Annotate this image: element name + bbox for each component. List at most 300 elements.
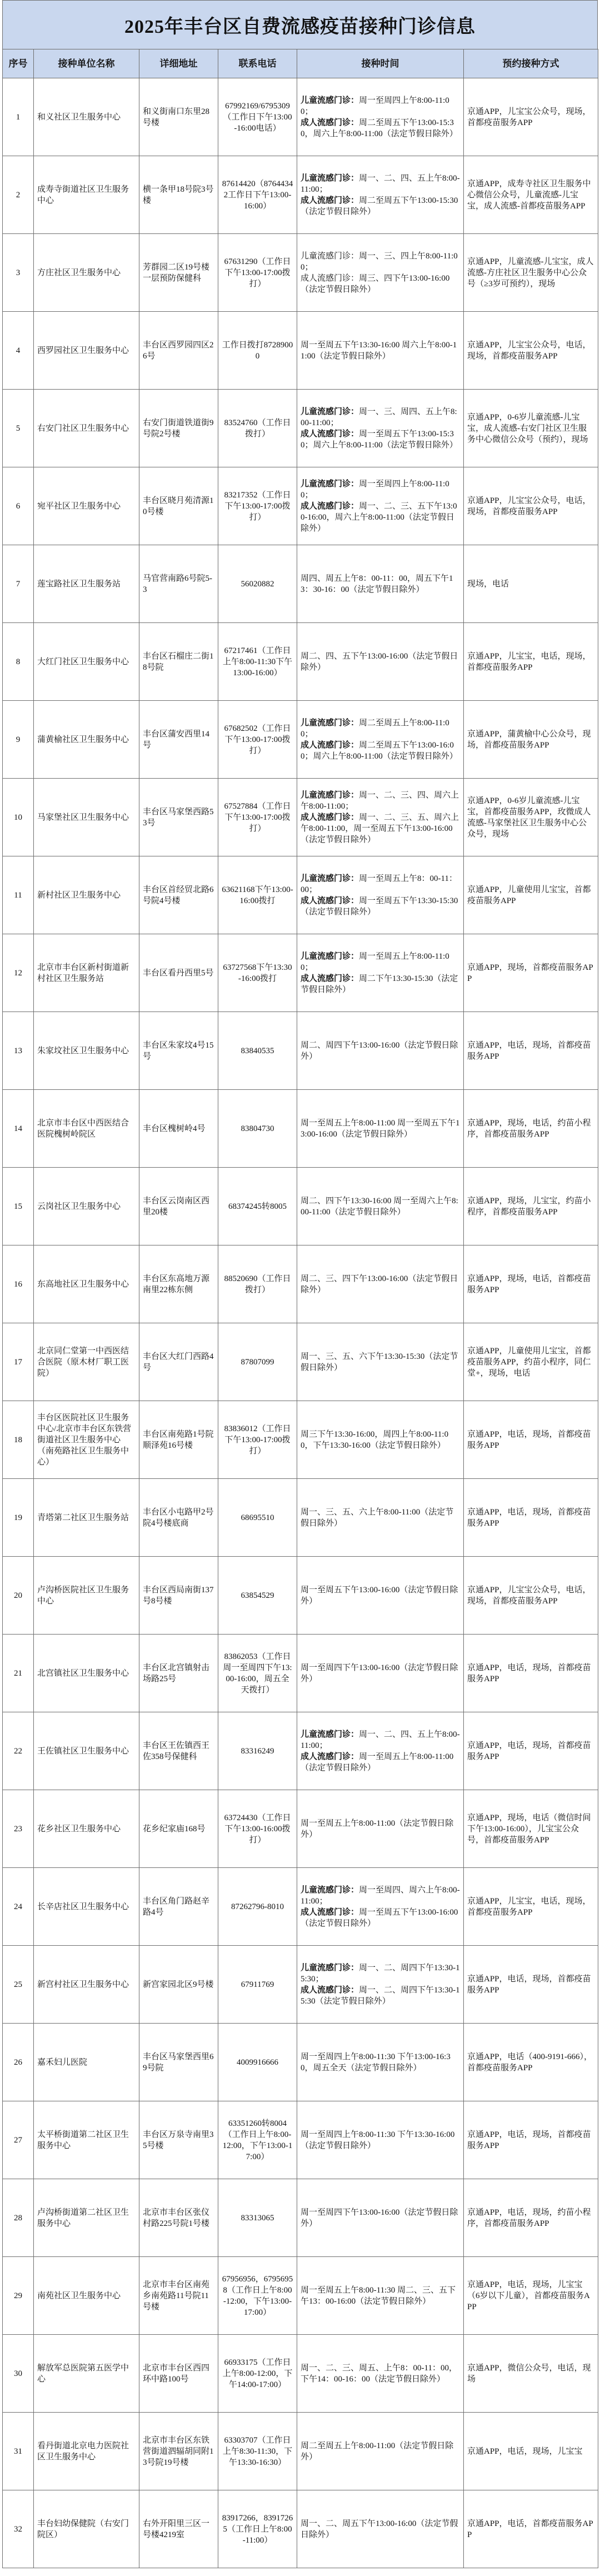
cell-time [297, 1090, 464, 1168]
table-row [3, 1479, 598, 1557]
time-line-text: 周一至周四上午8:00-11:30 下午13:00-16:30，周五全天（法定节假日除外） [301, 2052, 451, 2072]
cell-address: 丰台区西罗园四区26号 [139, 312, 218, 390]
table-row [3, 623, 598, 701]
cell-time [297, 701, 464, 779]
cell-name: 成寿寺街道社区卫生服务中心 [34, 156, 139, 234]
time-line-text: 成人流感门诊：周三、四下午13:00-16:00（法定节假日除外） [301, 273, 450, 294]
cell-method: 京通APP，现场，电话，约苗小程序，首都疫苗服务APP [464, 1090, 598, 1168]
cell-method: 京通APP，电话，现场，约苗小程序，首都疫苗服务APP [464, 2179, 598, 2257]
cell-time [297, 156, 464, 234]
cell-no: 12 [3, 934, 34, 1012]
cell-method: 京通APP，现场，电话（微信时间下午13:00-16:00），儿宝宝公众号，首都疫苗服务APP [464, 1790, 598, 1868]
cell-name: 卢沟桥街道第二社区卫生服务中心 [34, 2179, 139, 2257]
table-row [3, 701, 598, 779]
table-row [3, 1323, 598, 1401]
cell-time [297, 1868, 464, 1946]
time-line-text: 周一至周四上午8:00-11:30 下午13:30-16:00（法定节假日除外） [301, 2130, 455, 2150]
table-row [3, 467, 598, 545]
cell-method: 京通APP，电话，首都疫苗服务APP [464, 2490, 598, 2568]
cell-no: 11 [3, 856, 34, 934]
cell-time [297, 1557, 464, 1635]
cell-no: 28 [3, 2179, 34, 2257]
cell-phone: 63724430（工作日下午13:00-16:00拨打） [218, 1790, 297, 1868]
time-line-text: 周二至周五上午8:00-11:00（法定节假日除外） [301, 2441, 454, 2462]
cell-method: 京通APP，微信公众号，电话，现场 [464, 2335, 598, 2413]
cell-time [297, 1401, 464, 1479]
cell-method: 京通APP，蒲黄榆中心公众号，现场，首都疫苗服务APP [464, 701, 598, 779]
cell-method: 现场，电话 [464, 545, 598, 623]
time-line [301, 1585, 460, 1607]
cell-name: 解放军总医院第五医学中心 [34, 2335, 139, 2413]
cell-method: 京通APP，儿宝宝公众号，现场，首都疫苗服务APP [464, 78, 598, 156]
table-row [3, 1868, 598, 1946]
cell-address: 丰台区西局南街137号8号楼 [139, 1557, 218, 1635]
cell-no: 30 [3, 2335, 34, 2413]
table-row [3, 1712, 598, 1790]
cell-method: 京通APP，电话，现场，首都疫苗服务APP [464, 1479, 598, 1557]
cell-method: 京通APP，现场，首都疫苗服务APP [464, 934, 598, 1012]
cell-name: 方庄社区卫生服务中心 [34, 234, 139, 312]
time-line-label: 儿童流感门诊： [301, 951, 359, 961]
time-line-text: 周一、三、周四、五上午8:00-11:00； [301, 407, 457, 427]
cell-name: 卢沟桥医院社区卫生服务中心 [34, 1557, 139, 1635]
cell-name: 青塔第二社区卫生服务站 [34, 1479, 139, 1557]
cell-time [297, 2413, 464, 2490]
time-line [301, 1195, 460, 1218]
cell-name: 朱家坟社区卫生服务中心 [34, 1012, 139, 1090]
cell-time [297, 545, 464, 623]
cell-method: 京通APP，电话，现场，儿宝宝 [464, 2413, 598, 2490]
time-line-label: 成人流感门诊： [301, 974, 359, 983]
cell-phone: 67631290（工作日下午13:00-17:00拨打） [218, 234, 297, 312]
time-line [301, 651, 460, 673]
cell-name: 看丹街道北京电力医院社区卫生服务中心 [34, 2413, 139, 2490]
cell-phone: 83836012（工作日下午13:00-17:00拨打） [218, 1401, 297, 1479]
time-line-text: 周一、二、周五下午13:00-16:00（法定节假日除外） [301, 2519, 458, 2539]
cell-name: 右安门社区卫生服务中心 [34, 390, 139, 467]
cell-method: 京通APP，电话，现场，首都疫苗服务APP [464, 2101, 598, 2179]
time-line-text: 周一、二、三、周五、上午8：00-11：00，下午14：00-16：00（法定节假日除外） [301, 2363, 457, 2384]
cell-name: 大红门社区卫生服务中心 [34, 623, 139, 701]
cell-no: 5 [3, 390, 34, 467]
cell-no: 21 [3, 1635, 34, 1712]
time-line-text: 周一、二、四、五上午8:00-11:00； [301, 173, 460, 194]
time-line-text: 周一至周五上午8:00-11:00 周一至周五下午13:00-16:00（法定节假日除外） [301, 1118, 460, 1139]
time-line [301, 812, 460, 845]
cell-no: 2 [3, 156, 34, 234]
table-row [3, 1946, 598, 2024]
cell-no: 31 [3, 2413, 34, 2490]
time-line [301, 718, 460, 740]
cell-address: 丰台区角门路赵辛路4号 [139, 1868, 218, 1946]
time-line [301, 1507, 460, 1529]
time-line [301, 1273, 460, 1296]
time-line-text: 周一至周五下午13:30-15:30（法定节假日除外） [301, 896, 458, 916]
cell-time [297, 1479, 464, 1557]
cell-name: 花乡社区卫生服务中心 [34, 1790, 139, 1868]
time-line-text: 周二、四、五下午13:00-16:00（法定节假日除外） [301, 651, 458, 672]
time-line-text: 周四、周五上午8：00-11：00，周五下午13：30-16：00（法定节假日除外） [301, 574, 453, 594]
cell-method: 京通APP，儿童使用儿宝宝，首都疫苗服务APP [464, 856, 598, 934]
cell-address: 丰台区蒲安西里14号 [139, 701, 218, 779]
time-line-label: 成人流感门诊： [301, 1985, 359, 1995]
cell-phone: 83217352（工作日下午13:00-17:00拨打） [218, 467, 297, 545]
cell-phone: 4009916666 [218, 2024, 297, 2101]
cell-address: 丰台区北宫镇射击场路25号 [139, 1635, 218, 1712]
cell-name: 丰台区医院社区卫生服务中心/北京市丰台区东铁营街道社区卫生服务中心（南苑路社区卫生服务中心） [34, 1401, 139, 1479]
time-line-label: 儿童流感门诊： [301, 1885, 359, 1895]
cell-method: 京通APP，电话，现场，首都疫苗服务APP [464, 1712, 598, 1790]
time-line-text: 周一至周五下午13:00-16:00（法定节假日除外） [301, 1907, 458, 1928]
time-line [301, 2363, 460, 2385]
time-line [301, 1818, 460, 1840]
cell-address: 右安门街道铁道街9号院2号楼 [139, 390, 218, 467]
cell-no: 20 [3, 1557, 34, 1635]
cell-method: 京通APP，电话，现场，首都疫苗服务APP [464, 1635, 598, 1712]
cell-address: 丰台区东高地万源南里22栋东侧 [139, 1245, 218, 1323]
header-no: 序号 [3, 49, 34, 78]
cell-address: 右外开阳里三区一号楼4219室 [139, 2490, 218, 2568]
cell-name: 云岗社区卫生服务中心 [34, 1168, 139, 1245]
cell-name: 马家堡社区卫生服务中心 [34, 779, 139, 856]
cell-method: 京通APP，电话（400-9191-666），首都疫苗服务APP [464, 2024, 598, 2101]
time-line-text: 周一至周五上午8:00-11:00（法定节假日除外） [301, 1752, 454, 1772]
cell-phone: 88520690（工作日拨打） [218, 1245, 297, 1323]
cell-time [297, 1168, 464, 1245]
cell-phone: 68374245转8005 [218, 1168, 297, 1245]
cell-time [297, 1790, 464, 1868]
cell-method: 京通APP，儿宝宝公众号，电话，现场，首都疫苗服务APP [464, 1557, 598, 1635]
time-line-label: 儿童流感门诊： [301, 790, 359, 800]
cell-no: 17 [3, 1323, 34, 1401]
cell-name: 新宫村社区卫生服务中心 [34, 1946, 139, 2024]
time-line-text: 周一、二、三、五、周六上午8:00-11:00，周一至周五下午13:00-16:00（法定节假日除外） [301, 813, 459, 844]
page-title: 2025年丰台区自费流感疫苗接种门诊信息 [2, 0, 598, 49]
time-line-label: 儿童流感门诊： [301, 1963, 359, 1972]
time-line-label: 儿童流感门诊： [301, 479, 359, 489]
clinic-table [2, 49, 598, 2568]
time-line-label: 成人流感门诊： [301, 1752, 359, 1761]
time-line [301, 951, 460, 973]
cell-address: 丰台区首经贸北路6号院4号楼 [139, 856, 218, 934]
cell-name: 南苑社区卫生服务中心 [34, 2257, 139, 2335]
cell-method: 京通APP，儿宝宝，电话，现场，首都疫苗服务APP [464, 1868, 598, 1946]
time-line-text: 周一至周四下午13:00-16:00（法定节假日除外） [301, 2208, 458, 2228]
cell-time [297, 78, 464, 156]
table-row [3, 1012, 598, 1090]
time-line-text: 周二、四下午13:30-16:00 周一至周六上午8:00-11:00（法定节假日除外） [301, 1196, 458, 1217]
table-row [3, 2257, 598, 2335]
cell-address: 花乡纪家庙168号 [139, 1790, 218, 1868]
cell-no: 14 [3, 1090, 34, 1168]
table-row [3, 1790, 598, 1868]
time-line-text: 周一、二、三、四、周六上午8:00-11:00； [301, 790, 459, 811]
table-header-row [3, 49, 598, 78]
cell-no: 29 [3, 2257, 34, 2335]
cell-phone: 83313065 [218, 2179, 297, 2257]
cell-phone: 66933175（工作日上午8:00-12:00，下午14:00-17:00） [218, 2335, 297, 2413]
table-row [3, 856, 598, 934]
time-line [301, 1962, 460, 1985]
cell-phone: 67682502（工作日下午13:00-17:00拨打） [218, 701, 297, 779]
cell-name: 宛平社区卫生服务中心 [34, 467, 139, 545]
cell-method: 京通APP，儿童流感-儿宝宝，成人流感-方庄社区卫生服务中心公众号（≥3岁可预约），现场 [464, 234, 598, 312]
cell-no: 8 [3, 623, 34, 701]
cell-time [297, 2101, 464, 2179]
cell-time [297, 2179, 464, 2257]
cell-address: 丰台区马家堡西里69号院 [139, 2024, 218, 2101]
cell-address: 北京市丰台区东铁营街道泗辐胡同附13号院19号楼 [139, 2413, 218, 2490]
cell-name: 东高地社区卫生服务中心 [34, 1245, 139, 1323]
cell-phone: 67911769 [218, 1946, 297, 2024]
time-line-text: 周二至周五下午13:00-15:30，周六上午8:00-11:00（法定节假日除外） [301, 118, 458, 138]
time-line [301, 173, 460, 195]
time-line-text: 周二下午13:30-15:30（法定节假日除外） [301, 974, 458, 994]
time-line-label: 成人流感门诊： [301, 196, 359, 205]
cell-address: 芳群园二区19号楼一层预防保健科 [139, 234, 218, 312]
cell-address: 丰台区王佐镇西王佐358号保健科 [139, 1712, 218, 1790]
cell-phone: 87262796-8010 [218, 1868, 297, 1946]
cell-address: 和义街南口东里28号楼 [139, 78, 218, 156]
time-line-text: 周二、周四下午13:00-16:00（法定节假日除外） [301, 1040, 458, 1061]
cell-method: 京通APP，电话，现场，首都疫苗服务APP [464, 1401, 598, 1479]
time-line [301, 2129, 460, 2151]
time-line [301, 1429, 460, 1451]
time-line-label: 儿童流感门诊： [301, 1730, 359, 1739]
cell-address: 新宫家园北区9号楼 [139, 1946, 218, 2024]
cell-phone: 63854529 [218, 1557, 297, 1635]
time-line-text: 周一至周五下午13:30-16:00 周六上午8:00-11:00（法定节假日除外） [301, 340, 457, 361]
cell-no: 22 [3, 1712, 34, 1790]
cell-name: 北宫镇社区卫生服务中心 [34, 1635, 139, 1712]
cell-address: 马官营南路6号院5-3 [139, 545, 218, 623]
cell-time [297, 934, 464, 1012]
cell-phone: 68695510 [218, 1479, 297, 1557]
time-line [301, 873, 460, 895]
time-line-label: 成人流感门诊： [301, 896, 359, 905]
time-line-label: 成人流感门诊： [301, 118, 359, 127]
table-row [3, 545, 598, 623]
time-line [301, 251, 460, 273]
time-line-text: 周一、三、五、六下午13:30-15:30（法定节假日除外） [301, 1352, 458, 1372]
time-line [301, 501, 460, 534]
cell-name: 王佐镇社区卫生服务中心 [34, 1712, 139, 1790]
table-row [3, 1401, 598, 1479]
cell-no: 9 [3, 701, 34, 779]
time-line [301, 2440, 460, 2463]
cell-address: 丰台区大红门西路4号 [139, 1323, 218, 1401]
cell-address: 丰台区朱家坟4号15号 [139, 1012, 218, 1090]
cell-method: 京通APP，现场，儿宝宝，约苗小程序，首都疫苗服务APP [464, 1168, 598, 1245]
time-line [301, 1885, 460, 1907]
time-line [301, 1662, 460, 1685]
time-line [301, 1751, 460, 1773]
cell-phone: 83862053（工作日周一至周四下午13:00-16:00，周五全天拨打） [218, 1635, 297, 1712]
cell-time [297, 390, 464, 467]
cell-no: 6 [3, 467, 34, 545]
cell-name: 蒲黄榆社区卫生服务中心 [34, 701, 139, 779]
cell-phone: 83524760（工作日拨打） [218, 390, 297, 467]
cell-address: 丰台区石榴庄二街18号院 [139, 623, 218, 701]
cell-no: 27 [3, 2101, 34, 2179]
cell-address: 丰台区南苑路1号院顺泽苑16号楼 [139, 1401, 218, 1479]
time-line [301, 1729, 460, 1751]
cell-address: 北京市丰台区张仪村路225号院1号楼 [139, 2179, 218, 2257]
table-row [3, 234, 598, 312]
time-line-text: 周一至周五下午13:00-16:00（法定节假日除外） [301, 1585, 458, 1606]
time-line [301, 117, 460, 139]
cell-time [297, 2257, 464, 2335]
table-row [3, 1557, 598, 1635]
cell-time [297, 623, 464, 701]
time-line [301, 1040, 460, 1062]
cell-time [297, 312, 464, 390]
cell-time [297, 1946, 464, 2024]
table-row [3, 2179, 598, 2257]
header-method: 预约接种方式 [464, 49, 598, 78]
cell-phone: 工作日拨打87289000 [218, 312, 297, 390]
cell-phone: 87614420（87644342工作日下午13:00-16:00） [218, 156, 297, 234]
time-line-text: 周一、二、三、五下午13:00-16:00，周六上午8:00-11:00（法定节假日除外） [301, 501, 457, 533]
cell-time [297, 467, 464, 545]
time-line [301, 973, 460, 995]
cell-no: 1 [3, 78, 34, 156]
cell-time [297, 1635, 464, 1712]
table-row [3, 1090, 598, 1168]
cell-name: 嘉禾妇儿医院 [34, 2024, 139, 2101]
time-line [301, 479, 460, 501]
cell-phone: 83316249 [218, 1712, 297, 1790]
cell-phone: 67992169/6795309（工作日下午13:00-16:00电话） [218, 78, 297, 156]
cell-name: 和义社区卫生服务中心 [34, 78, 139, 156]
table-row [3, 390, 598, 467]
cell-no: 18 [3, 1401, 34, 1479]
time-line [301, 2518, 460, 2540]
cell-time [297, 1245, 464, 1323]
cell-no: 26 [3, 2024, 34, 2101]
time-line-label: 儿童流感门诊： [301, 96, 359, 105]
cell-address: 横一条甲18号院3号楼 [139, 156, 218, 234]
time-line-text: 周一至周五上午8：00-11：00； [301, 874, 457, 894]
cell-phone: 67956956，67956958（工作日上午8:00-12:00，下午13:00-17:00） [218, 2257, 297, 2335]
cell-time [297, 1012, 464, 1090]
cell-address: 丰台区马家堡西路53号 [139, 779, 218, 856]
table-row [3, 2335, 598, 2413]
time-line-text: 周一至周四、周六上午8:00-11:00； [301, 1885, 460, 1906]
cell-no: 10 [3, 779, 34, 856]
table-body [3, 78, 598, 2568]
cell-address: 丰台区晓月苑清源10号楼 [139, 467, 218, 545]
time-line-label: 儿童流感门诊： [301, 173, 359, 183]
cell-address: 北京市丰台区南苑乡南苑路11号院11号楼 [139, 2257, 218, 2335]
cell-method: 京通APP，儿宝宝，电话，现场，首都疫苗服务APP [464, 623, 598, 701]
time-line [301, 1985, 460, 2007]
cell-no: 7 [3, 545, 34, 623]
time-line-label: 儿童流感门诊： [301, 718, 359, 728]
time-line-label: 成人流感门诊： [301, 429, 359, 439]
cell-phone: 63621168下午13:00-16:00拨打 [218, 856, 297, 934]
cell-name: 北京同仁堂第一中西医结合医院（原木材厂职工医院） [34, 1323, 139, 1401]
cell-no: 19 [3, 1479, 34, 1557]
time-line-text: 周一至周四下午13:00-16:00（法定节假日除外） [301, 1663, 458, 1683]
time-line-label: 成人流感门诊： [301, 1907, 359, 1917]
cell-method: 京通APP，0-6岁儿童流感-儿宝宝，成人流感-右安门社区卫生服务中心微信公众号（预约），现场 [464, 390, 598, 467]
cell-no: 24 [3, 1868, 34, 1946]
table-row [3, 78, 598, 156]
time-line [301, 2207, 460, 2229]
cell-phone: 83840535 [218, 1012, 297, 1090]
time-line-text: 周二至周五上午8:00-11:00； [301, 718, 449, 739]
time-line [301, 406, 460, 428]
cell-no: 32 [3, 2490, 34, 2568]
cell-address: 丰台区看丹西里5号 [139, 934, 218, 1012]
cell-phone: 63303707（工作日上午8:30-11:30，下午13:30-16:30） [218, 2413, 297, 2490]
cell-name: 北京市丰台区新村街道新村社区卫生服务站 [34, 934, 139, 1012]
time-line [301, 428, 460, 451]
cell-phone: 67217461（工作日上午8:00-11:30下午13:00-16:00） [218, 623, 297, 701]
cell-name: 太平桥街道第二社区卫生服务中心 [34, 2101, 139, 2179]
cell-time [297, 779, 464, 856]
cell-phone: 87807099 [218, 1323, 297, 1401]
time-line-label: 儿童流感门诊： [301, 407, 359, 416]
time-line-text: 周一至周五上午8:00-11:00（法定节假日除外） [301, 1818, 454, 1839]
cell-time [297, 1712, 464, 1790]
cell-no: 23 [3, 1790, 34, 1868]
cell-method: 京通APP，电话，现场，首都疫苗服务APP [464, 1946, 598, 2024]
header-address: 详细地址 [139, 49, 218, 78]
time-line [301, 895, 460, 918]
cell-address: 丰台区槐树岭4号 [139, 1090, 218, 1168]
cell-no: 25 [3, 1946, 34, 2024]
time-line-text: 周三下午13:30-16:00，周四上午8:00-11:00，下午13:30-16:00（法定节假日除外） [301, 1429, 449, 1450]
time-line [301, 340, 460, 362]
cell-method: 京通APP，儿宝宝公众号，电话，现场，首都疫苗服务APP [464, 467, 598, 545]
cell-no: 15 [3, 1168, 34, 1245]
table-row [3, 2413, 598, 2490]
table-row [3, 2101, 598, 2179]
time-line-text: 儿童流感门诊：周一、三、四上午8:00-11:00； [301, 251, 458, 272]
table-row [3, 1635, 598, 1712]
time-line-label: 成人流感门诊： [301, 740, 359, 750]
time-line-text: 周一、三、五、六上午8:00-11:00（法定节假日除外） [301, 1507, 454, 1528]
time-line [301, 1118, 460, 1140]
time-line [301, 2285, 460, 2307]
time-line [301, 195, 460, 217]
table-row [3, 2490, 598, 2568]
header-phone: 联系电话 [218, 49, 297, 78]
time-line-text: 周二、三、四下午13:00-16:00（法定节假日除外） [301, 1274, 458, 1294]
cell-phone: 67527884（工作日下午13:00-17:00拨打） [218, 779, 297, 856]
cell-phone: 63727568下午13:30-16:00拨打 [218, 934, 297, 1012]
cell-address: 北京市丰台区西四环中路100号 [139, 2335, 218, 2413]
cell-address: 丰台区云岗南区西里20楼 [139, 1168, 218, 1245]
cell-name: 长辛店社区卫生服务中心 [34, 1868, 139, 1946]
table-row [3, 1245, 598, 1323]
time-line-label: 成人流感门诊： [301, 813, 359, 822]
time-line [301, 790, 460, 812]
time-line [301, 1351, 460, 1373]
cell-name: 新村社区卫生服务中心 [34, 856, 139, 934]
table-row [3, 779, 598, 856]
cell-no: 13 [3, 1012, 34, 1090]
time-line-text: 周一、二、周四下午13:30-15:30； [301, 1963, 460, 1984]
cell-no: 3 [3, 234, 34, 312]
table-row [3, 1168, 598, 1245]
table-row [3, 934, 598, 1012]
cell-no: 16 [3, 1245, 34, 1323]
time-line-text: 周一、二、周四下午13:30-15:30（法定节假日除外） [301, 1985, 460, 2006]
time-line-text: 周二至周五下午13:00-15:30（法定节假日除外） [301, 196, 458, 216]
